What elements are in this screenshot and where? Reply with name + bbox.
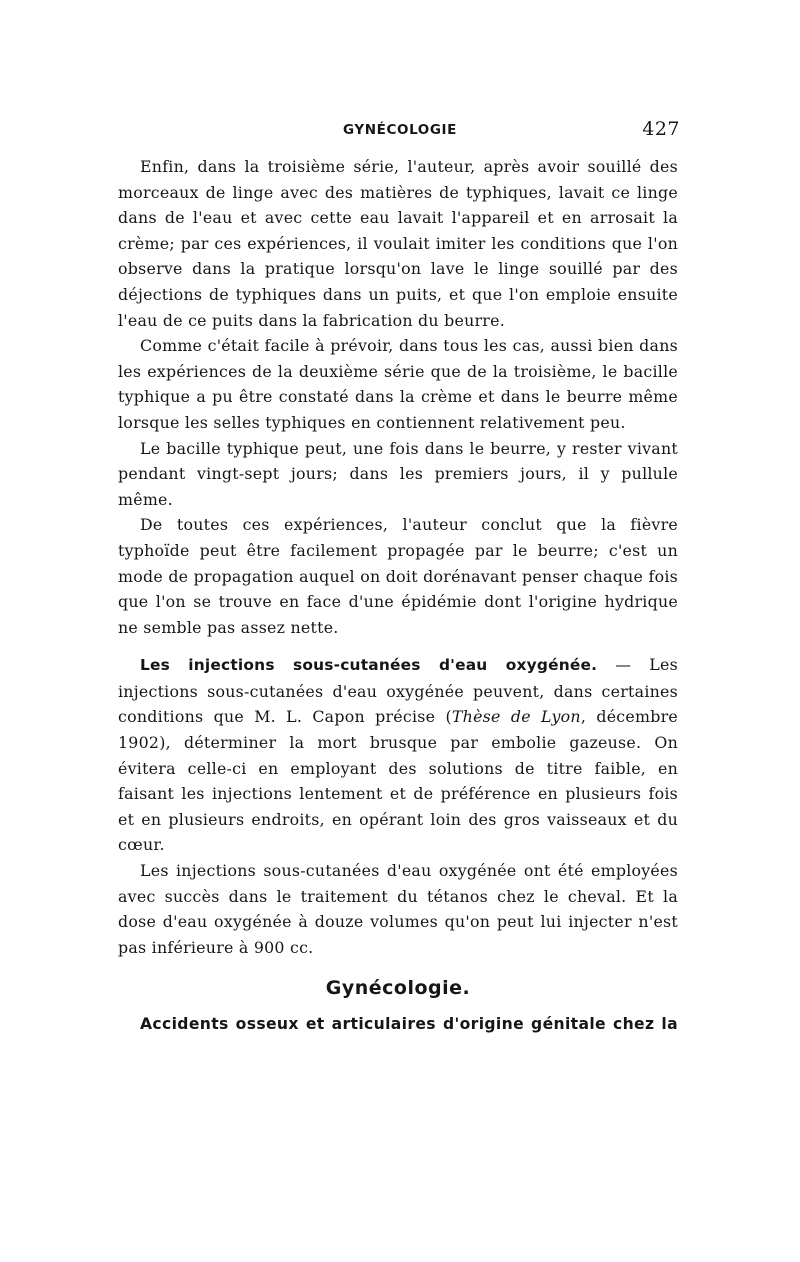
article-injections xyxy=(118,652,678,858)
running-head xyxy=(120,118,680,142)
article-dash: — xyxy=(597,655,650,675)
reference-title: Thèse de Lyon xyxy=(451,707,581,727)
article-text-end: , décembre 1902), déterminer la mort brusque par embolie gazeuse. On évitera celle-ci en employant des solutions de titre faible, en faisant les injections lentement et de préférence en plusieurs fois et en plusieurs endroits, en opérant loin des gros vaisseaux et du cœur. xyxy=(118,707,678,855)
article-heading-accidents: Accidents osseux et articulaires d'origine génitale chez la xyxy=(140,1015,678,1033)
paragraph-tetanus: Les injections sous-cutanées d'eau oxygénée ont été employées avec succès dans le traitement du tétanos chez le cheval. Et la dose d'eau oxygénée à douze volumes qu'on peut lui injecter n'est pas inférieure à 900 cc. xyxy=(118,861,678,957)
running-title: GYNÉCOLOGIE xyxy=(343,122,457,138)
paragraph-third-series: Enfin, dans la troisième série, l'auteur, après avoir souillé des morceaux de linge avec des matières de typhiques, lavait ce linge dans de l'eau et avec cette eau lavait l'appareil et en arrosait la crème; par ces expériences, il voulait imiter les conditions que l'on observe dans la pratique lorsqu'on lave le linge souillé par des déjections de typhiques dans un puits, et que l'on emploie ensuite l'eau de ce puits dans la fabrication du beurre. xyxy=(118,157,678,330)
section-title-gynecologie: Gynécologie. xyxy=(325,977,471,1000)
article-heading-injections: Les injections sous-cutanées d'eau oxygénée. xyxy=(140,656,598,675)
paragraph-conclusion: De toutes ces expériences, l'auteur conclut que la fièvre typhoïde peut être facilement propagée par le beurre; c'est un mode de propagation auquel on doit dorénavant penser chaque fois que l'on se trouve en face d'une épidémie dont l'origine hydrique ne semble pas assez nette. xyxy=(118,515,678,637)
page-number: 427 xyxy=(642,118,680,140)
article-text-start: Les injections sous-cutanées d'eau oxygénée peuvent, dans certaines conditions que M. L. Capon précise ( xyxy=(118,655,678,727)
paragraph-survival: Le bacille typhique peut, une fois dans le beurre, y rester vivant pendant vingt-sept jours; dans les premiers jours, il y pullule même. xyxy=(118,438,678,509)
paragraph-results: Comme c'était facile à prévoir, dans tous les cas, aussi bien dans les expériences de la deuxième série que de la troisième, le bacille typhique a pu être constaté dans la crème et dans le beurre même lorsque les selles typhiques en contiennent relativement peu. xyxy=(118,336,678,432)
paragraph-gap xyxy=(118,640,678,652)
body-text xyxy=(118,154,678,1038)
